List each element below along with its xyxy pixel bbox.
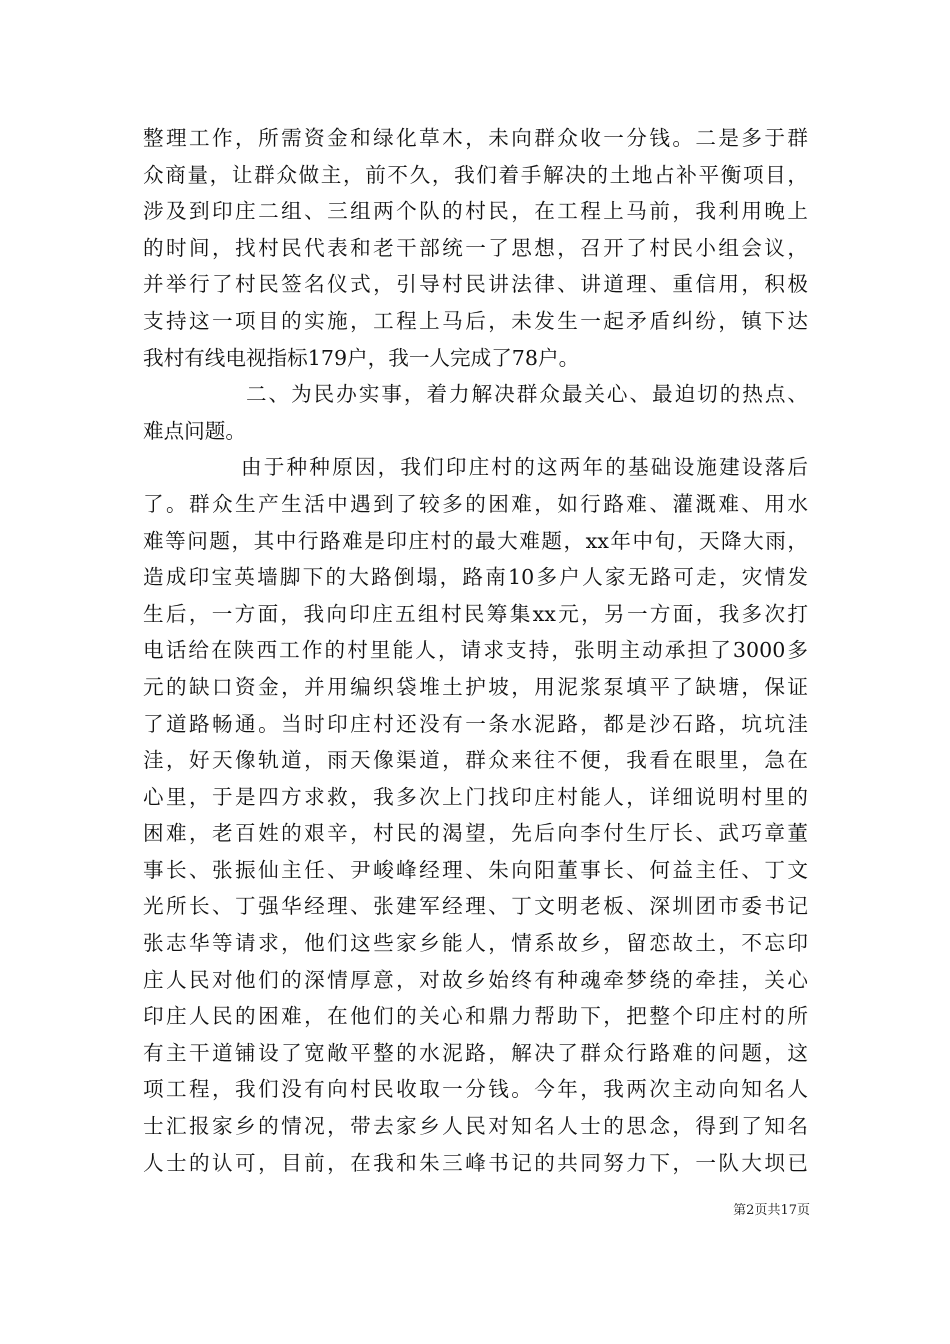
section-heading-line: 难点问题。 bbox=[143, 418, 246, 443]
text-line: 生后，一方面，我向印庄五组村民筹集xx元，另一方面，我多次打 bbox=[143, 601, 808, 626]
text-line: 困难，老百姓的艰辛，村民的渴望，先后向李付生厅长、武巧章董 bbox=[143, 821, 808, 846]
text-line: 光所长、丁强华经理、张建军经理、丁文明老板、深圳团市委书记 bbox=[143, 894, 808, 919]
text-line: 众商量，让群众做主，前不久，我们着手解决的土地占补平衡项目， bbox=[143, 162, 808, 187]
text-line: 由于种种原因，我们印庄村的这两年的基础设施建设落后 bbox=[241, 455, 808, 480]
text-line: 难等问题，其中行路难是印庄村的最大难题，xx年中旬，天降大雨， bbox=[143, 528, 808, 553]
text-line: 我村有线电视指标179户，我一人完成了78户。 bbox=[143, 345, 580, 370]
text-line: 的时间，找村民代表和老干部统一了思想，召开了村民小组会议， bbox=[143, 235, 808, 260]
text-line: 了。群众生产生活中遇到了较多的困难，如行路难、灌溉难、用水 bbox=[143, 491, 808, 516]
text-line: 整理工作，所需资金和绿化草木，未向群众收一分钱。二是多于群 bbox=[143, 126, 808, 150]
section-heading-line: 二、为民办实事，着力解决群众最关心、最迫切的热点、 bbox=[246, 382, 808, 407]
body-text bbox=[143, 120, 808, 1181]
text-line: 印庄人民的困难，在他们的关心和鼎力帮助下，把整个印庄村的所 bbox=[143, 1004, 808, 1029]
text-line: 庄人民对他们的深情厚意，对故乡始终有种魂牵梦绕的牵挂，关心 bbox=[143, 967, 808, 992]
text-line: 了道路畅通。当时印庄村还没有一条水泥路，都是沙石路，坑坑洼 bbox=[143, 711, 808, 736]
text-line: 涉及到印庄二组、三组两个队的村民，在工程上马前，我利用晚上 bbox=[143, 199, 808, 224]
text-line: 支持这一项目的实施，工程上马后，未发生一起矛盾纠纷，镇下达 bbox=[143, 308, 808, 333]
text-line: 造成印宝英墙脚下的大路倒塌，路南10多户人家无路可走，灾情发 bbox=[143, 565, 808, 590]
text-line: 心里，于是四方求救，我多次上门找印庄村能人，详细说明村里的 bbox=[143, 784, 808, 809]
text-line: 士汇报家乡的情况，带去家乡人民对知名人士的思念，得到了知名 bbox=[143, 1114, 808, 1139]
text-line: 张志华等请求，他们这些家乡能人，情系故乡，留恋故土，不忘印 bbox=[143, 931, 808, 956]
page-number: 第2页共17页 bbox=[733, 1203, 810, 1218]
text-line: 洼，好天像轨道，雨天像渠道，群众来往不便，我看在眼里，急在 bbox=[143, 748, 808, 773]
text-line: 电话给在陕西工作的村里能人，请求支持，张明主动承担了3000多 bbox=[143, 638, 808, 663]
text-line: 事长、张振仙主任、尹峻峰经理、朱向阳董事长、何益主任、丁文 bbox=[143, 857, 808, 882]
text-line: 元的缺口资金，并用编织袋堆土护坡，用泥浆泵填平了缺塘，保证 bbox=[143, 674, 808, 699]
text-line: 有主干道铺设了宽敞平整的水泥路，解决了群众行路难的问题，这 bbox=[143, 1040, 808, 1065]
text-line: 项工程，我们没有向村民收取一分钱。今年，我两次主动向知名人 bbox=[143, 1077, 808, 1102]
text-line: 并举行了村民签名仪式，引导村民讲法律、讲道理、重信用，积极 bbox=[143, 272, 808, 297]
text-line: 人士的认可，目前，在我和朱三峰书记的共同努力下，一队大坝已 bbox=[143, 1150, 808, 1175]
